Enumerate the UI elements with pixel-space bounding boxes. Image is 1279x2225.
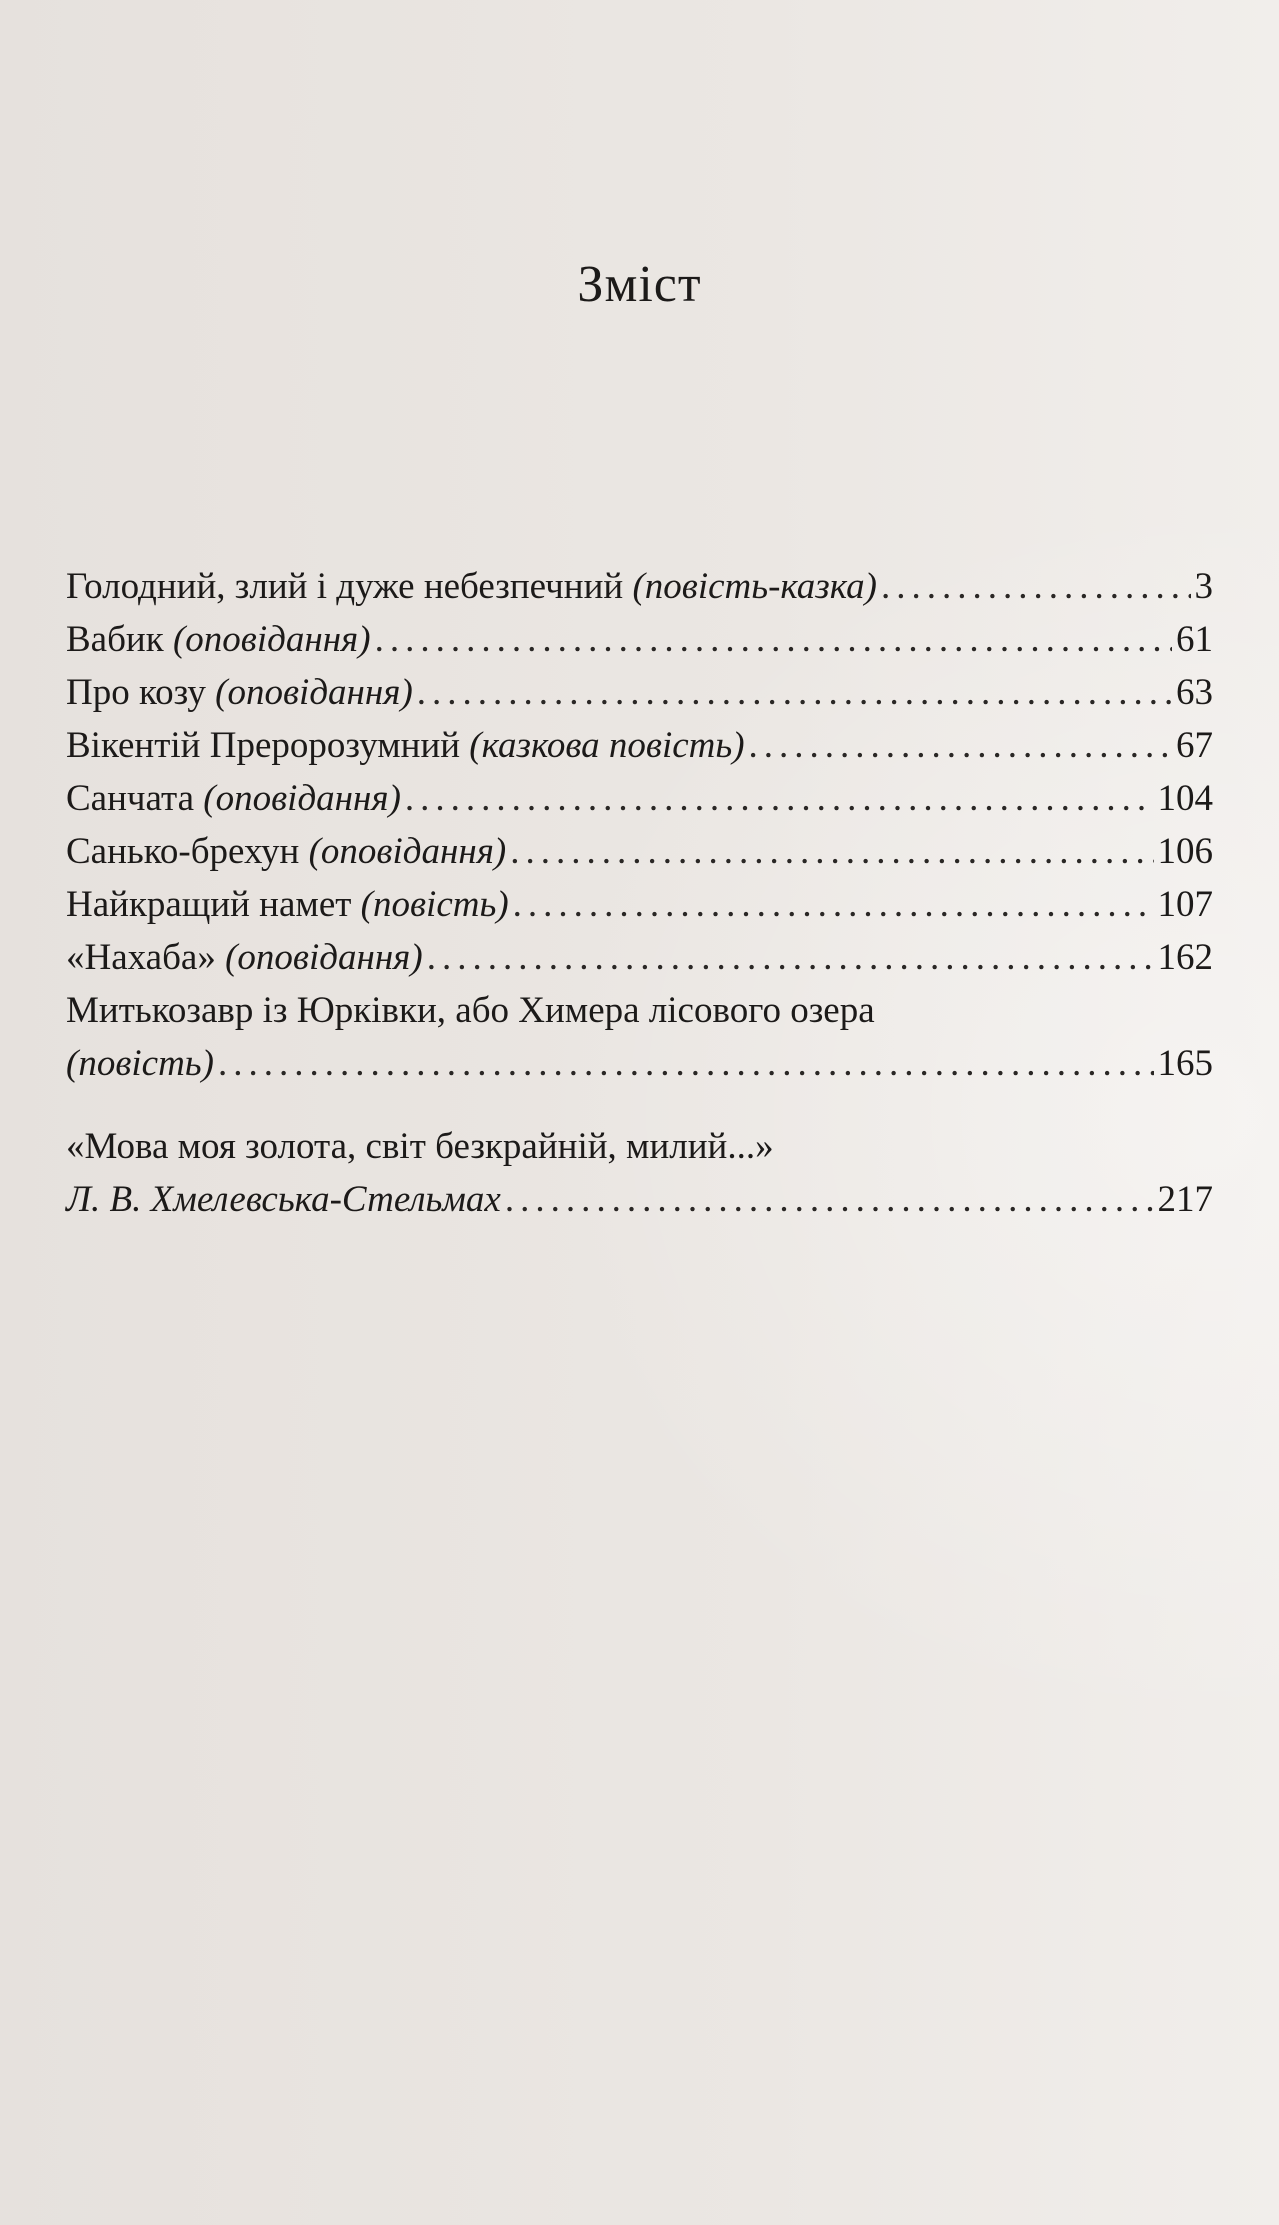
entry-title: Санчата bbox=[66, 778, 195, 819]
dot-leader bbox=[375, 613, 1172, 666]
entry-genre: (казкова повість) bbox=[469, 725, 745, 766]
entry-title: Голодний, злий і дуже небезпечний bbox=[66, 566, 624, 607]
page-number: 3 bbox=[1194, 566, 1213, 607]
dot-leader bbox=[417, 666, 1172, 719]
entry-title: Митькозавр із Юрківки, або Химера лісового озера bbox=[66, 990, 875, 1031]
dot-leader bbox=[510, 825, 1153, 878]
dot-leader bbox=[881, 560, 1191, 613]
page-number: 162 bbox=[1157, 937, 1213, 978]
entry-title: Про козу bbox=[66, 672, 206, 713]
dot-leader bbox=[505, 1173, 1154, 1226]
section-gap bbox=[66, 1090, 1213, 1120]
page-number: 104 bbox=[1157, 778, 1213, 819]
entry-title: «Нахаба» bbox=[66, 937, 216, 978]
table-of-contents bbox=[66, 560, 1213, 1226]
page-number: 107 bbox=[1157, 884, 1213, 925]
toc-entry-afterword bbox=[66, 1120, 1213, 1226]
dot-leader bbox=[749, 719, 1172, 772]
page-number: 165 bbox=[1157, 1043, 1213, 1084]
toc-entry bbox=[66, 666, 1213, 719]
entry-title: Вікентій Преророзумний bbox=[66, 725, 461, 766]
dot-leader bbox=[427, 931, 1154, 984]
toc-entry bbox=[66, 931, 1213, 984]
entry-genre: (оповідання) bbox=[172, 619, 371, 660]
toc-entry bbox=[66, 825, 1213, 878]
entry-author: Л. В. Хмелевська-Стельмах bbox=[66, 1179, 501, 1220]
page-number: 67 bbox=[1176, 725, 1213, 766]
dot-leader bbox=[218, 1037, 1154, 1090]
dot-leader bbox=[513, 878, 1154, 931]
page-number: 63 bbox=[1176, 672, 1213, 713]
entry-title: «Мова моя золота, світ безкрайній, милий...» bbox=[66, 1126, 774, 1167]
dot-leader bbox=[405, 772, 1154, 825]
page-number: 106 bbox=[1157, 831, 1213, 872]
entry-genre: (оповідання) bbox=[215, 672, 413, 713]
toc-entry-long bbox=[66, 984, 1213, 1090]
entry-genre: (оповідання) bbox=[203, 778, 401, 819]
page-title: Зміст bbox=[577, 256, 702, 313]
toc-entry bbox=[66, 719, 1213, 772]
toc-entry bbox=[66, 613, 1213, 666]
entry-title: Вабик bbox=[66, 619, 164, 660]
toc-entry bbox=[66, 878, 1213, 931]
entry-title: Санько-брехун bbox=[66, 831, 300, 872]
entry-title: Найкращий намет bbox=[66, 884, 352, 925]
entry-genre: (повість) bbox=[66, 1043, 214, 1084]
entry-genre: (повість) bbox=[360, 884, 509, 925]
entry-genre: (оповідання) bbox=[308, 831, 507, 872]
toc-entry bbox=[66, 560, 1213, 613]
entry-genre: (повість-казка) bbox=[632, 566, 877, 607]
page-number: 61 bbox=[1176, 619, 1213, 660]
toc-entry bbox=[66, 772, 1213, 825]
page-number: 217 bbox=[1157, 1179, 1213, 1220]
entry-genre: (оповідання) bbox=[225, 937, 423, 978]
